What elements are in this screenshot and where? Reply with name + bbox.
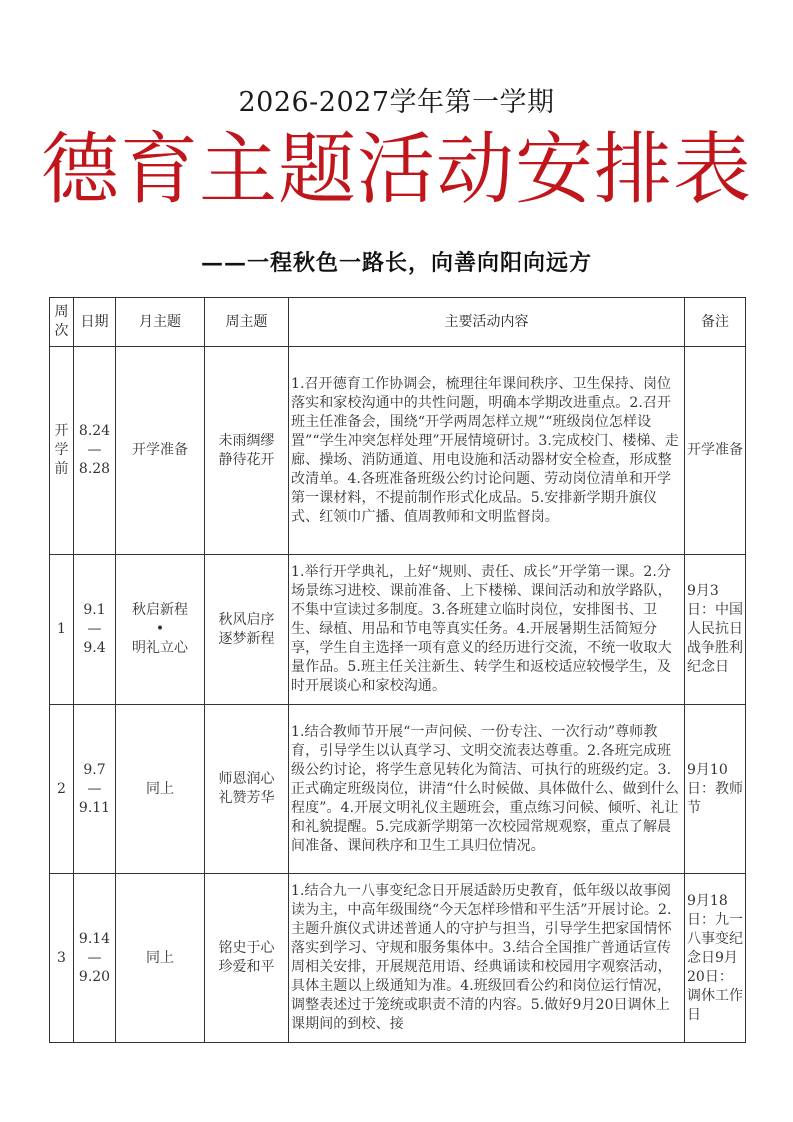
month-theme-cell: 同上 <box>116 705 205 874</box>
table-row <box>50 347 746 555</box>
week-cell: 2 <box>50 705 74 874</box>
activity-table <box>49 297 746 1043</box>
week-theme-cell: 未雨绸缪 静待花开 <box>205 347 289 555</box>
date-cell: 9.1 — 9.4 <box>74 555 116 705</box>
header-week-theme: 周主题 <box>205 298 289 347</box>
content-cell: 1.召开德育工作协调会，梳理往年课间秩序、卫生保持、岗位落实和家校沟通中的共性问题，明确本学期改进重点。2.召开班主任准备会，围绕“开学两周怎样立规”“班级岗位怎样设置”“学生冲突怎样处理”开展情境研讨。3.完成校门、楼梯、走廊、操场、消防通道、用电设施和活动器材安全检查，形成整改清单。4.各班准备班级公约讨论问题、劳动岗位清单和开学第一课材料，不提前制作形式化成品。5.安排新学期升旗仪式、红领巾广播、值周教师和文明监督岗。 <box>289 347 685 555</box>
header-month-theme: 月主题 <box>116 298 205 347</box>
month-theme-cell: 秋启新程 • 明礼立心 <box>116 555 205 705</box>
content-cell: 1.结合九一八事变纪念日开展适龄历史教育，低年级以故事阅读为主，中高年级围绕“今天怎样珍惜和平生活”开展讨论。2.主题升旗仪式讲述普通人的守护与担当，引导学生把家国情怀落实到学习、守规和服务集体中。3.结合全国推广普通话宣传周相关安排，开展规范用语、经典诵读和校园用字观察活动，具体主题以上级通知为准。4.班级回看公约和岗位运行情况，调整表述过于笼统或职责不清的内容。5.做好9月20日调休上课期间的到校、接 <box>289 874 685 1043</box>
header-date: 日期 <box>74 298 116 347</box>
semester-line: 2026-2027学年第一学期 <box>238 87 555 118</box>
week-cell: 开学前 <box>50 347 74 555</box>
content-cell: 1.举行开学典礼，上好“规则、责任、成长”开学第一课。2.分场景练习进校、课前准备、上下楼梯、课间活动和放学路队，不集中宣读过多制度。3.各班建立临时岗位，安排图书、卫生、绿植、用品和节电等真实任务。4.开展暑期生活简短分享，学生自主选择一项有意义的经历进行交流，不统一收取大量作品。5.班主任关注新生、转学生和返校适应较慢学生，及时开展谈心和家校沟通。 <box>289 555 685 705</box>
table-header-row <box>50 298 746 347</box>
week-theme-cell: 秋风启序 逐梦新程 <box>205 555 289 705</box>
date-cell: 9.7 — 9.11 <box>74 705 116 874</box>
page-title: 德育主题活动安排表 <box>40 125 752 215</box>
month-theme-cell: 开学准备 <box>116 347 205 555</box>
week-theme-cell: 师恩润心 礼赞芳华 <box>205 705 289 874</box>
week-cell: 3 <box>50 874 74 1043</box>
remark-cell: 开学准备 <box>685 347 746 555</box>
header-week: 周次 <box>50 298 74 347</box>
remark-cell: 9月3日：中国人民抗日战争胜利纪念日 <box>685 555 746 705</box>
table-row <box>50 555 746 705</box>
week-cell: 1 <box>50 555 74 705</box>
month-theme-cell: 同上 <box>116 874 205 1043</box>
content-cell: 1.结合教师节开展“一声问候、一份专注、一次行动”尊师教育，引导学生以认真学习、文明交流表达尊重。2.各班完成班级公约讨论，将学生意见转化为简洁、可执行的班级约定。3.正式确定班级岗位，讲清“什么时候做、具体做什么、做到什么程度”。4.开展文明礼仪主题班会，重点练习问候、倾听、礼让和礼貌提醒。5.完成新学期第一次校园常规观察，重点了解晨间准备、课间秩序和卫生工具归位情况。 <box>289 705 685 874</box>
date-cell: 8.24 — 8.28 <box>74 347 116 555</box>
header-content: 主要活动内容 <box>289 298 685 347</box>
week-theme-cell: 铭史于心 珍爱和平 <box>205 874 289 1043</box>
date-cell: 9.14 — 9.20 <box>74 874 116 1043</box>
remark-cell: 9月18日：九一八事变纪念日9月20日：调休工作日 <box>685 874 746 1043</box>
motto-line: ——一程秋色一路长，向善向阳向远方 <box>200 250 592 276</box>
table-row <box>50 705 746 874</box>
header-remark: 备注 <box>685 298 746 347</box>
remark-cell: 9月10日：教师节 <box>685 705 746 874</box>
table-row <box>50 874 746 1043</box>
